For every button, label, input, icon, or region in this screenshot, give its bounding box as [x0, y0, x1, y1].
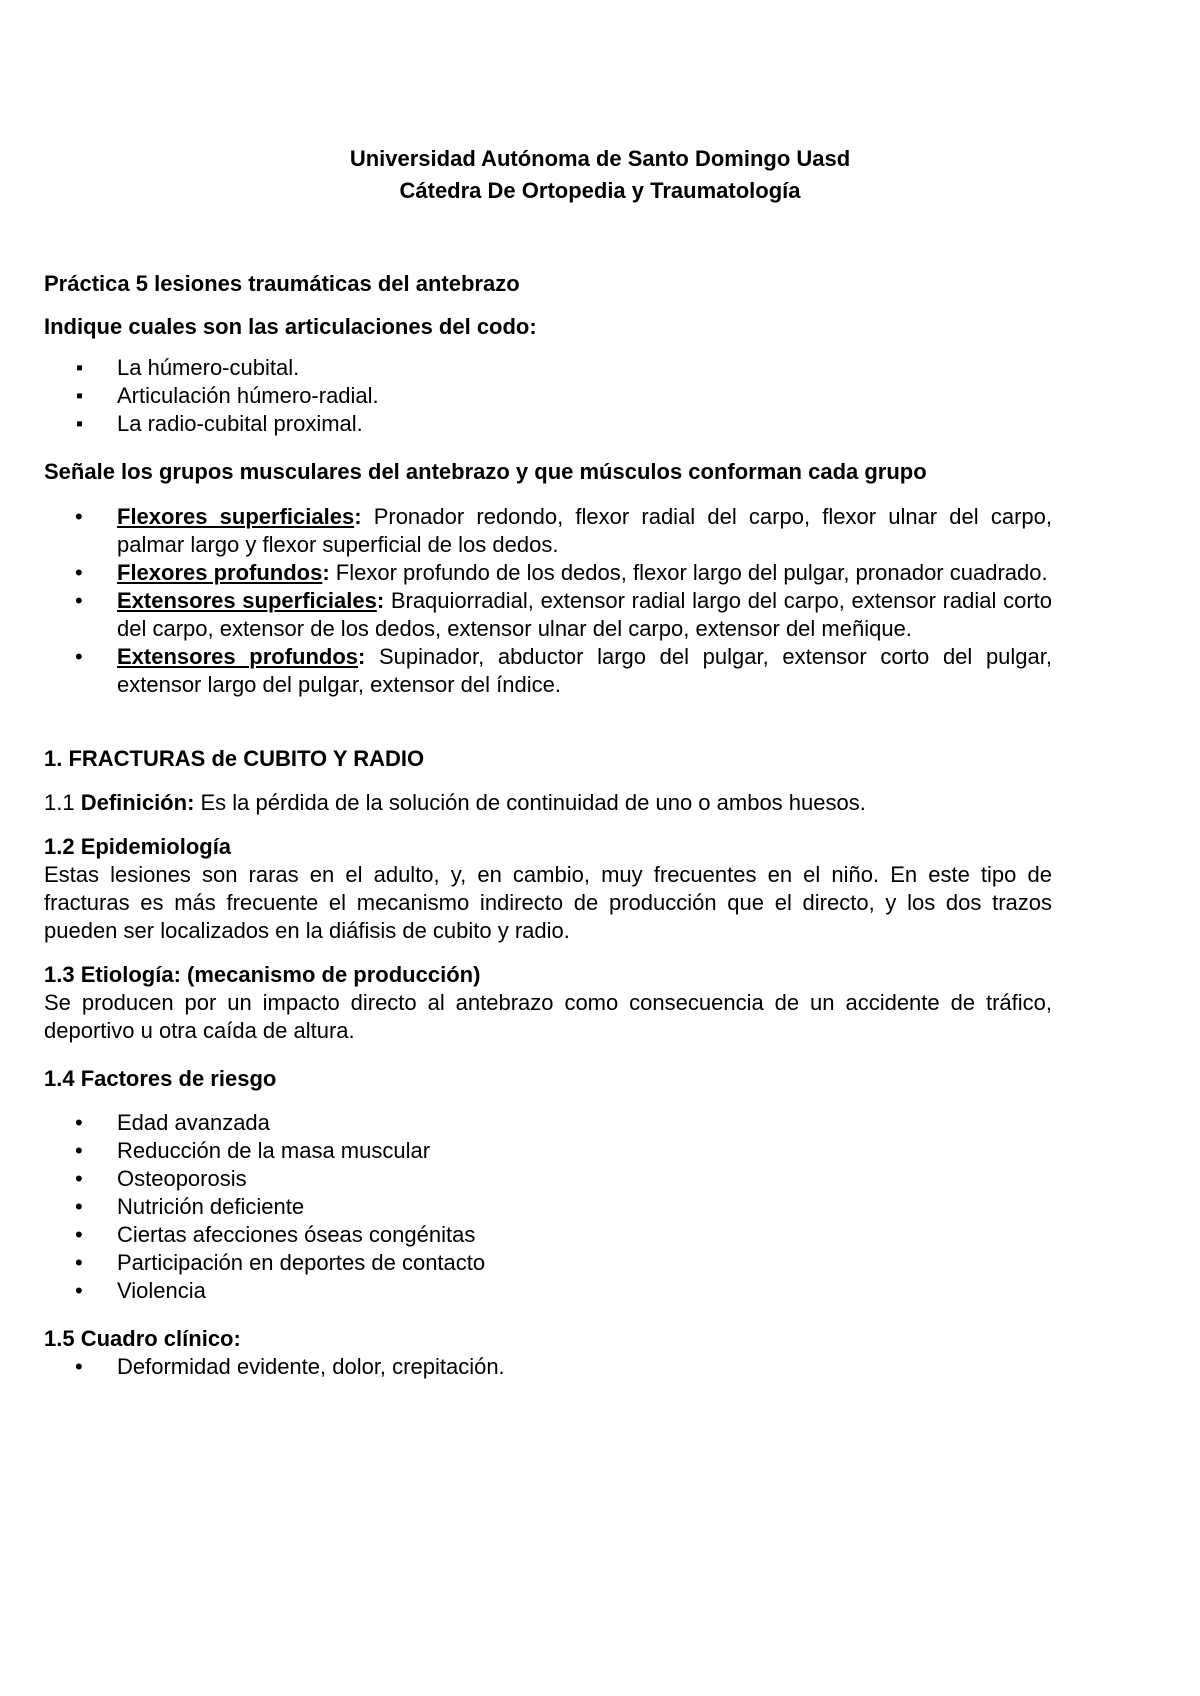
- muscle-groups-list: [44, 503, 1052, 699]
- document-header: [0, 143, 1200, 207]
- clinical-picture-list: [44, 1353, 1052, 1381]
- question-muscle-groups: Señale los grupos musculares del antebrazo y que músculos conforman cada grupo: [44, 459, 927, 484]
- list-item: ▪ Articulación húmero-radial.: [44, 382, 1052, 410]
- list-item: • Extensores superficiales: Braquiorradial, extensor radial largo del carpo, extensor radial corto del carpo, extensor de los dedos, extensor ulnar del carpo, extensor del meñique.: [44, 587, 1052, 643]
- etiology-heading: 1.3 Etiología: (mecanismo de producción): [44, 962, 481, 987]
- university-name: Universidad Autónoma de Santo Domingo Uasd: [349, 146, 851, 171]
- list-item: • Nutrición deficiente: [44, 1193, 1052, 1221]
- group-description: Pronador redondo, flexor radial del carpo, flexor ulnar del carpo, palmar largo y flexor superficial de los dedos.: [117, 504, 1052, 557]
- list-item: • Participación en deportes de contacto: [44, 1249, 1052, 1277]
- group-description: Supinador, abductor largo del pulgar, extensor corto del pulgar, extensor largo del pulgar, extensor del índice.: [117, 644, 1052, 697]
- list-item: • Edad avanzada: [44, 1109, 1052, 1137]
- clinical-picture-heading: 1.5 Cuadro clínico:: [44, 1326, 241, 1351]
- list-item: • Deformidad evidente, dolor, crepitación.: [44, 1353, 1052, 1381]
- list-item: • Osteoporosis: [44, 1165, 1052, 1193]
- list-item: • Flexores superficiales: Pronador redondo, flexor radial del carpo, flexor ulnar del carpo, palmar largo y flexor superficial de los dedos.: [44, 503, 1052, 559]
- epidemiology-text: Estas lesiones son raras en el adulto, y, en cambio, muy frecuentes en el niño. En este tipo de fracturas es más frecuente el mecanismo indirecto de producción que el directo, y los dos trazos pueden ser localizados en la diáfisis de cubito y radio.: [44, 862, 1052, 943]
- group-description: Braquiorradial, extensor radial largo del carpo, extensor radial corto del carpo, extensor de los dedos, extensor ulnar del carpo, extensor del meñique.: [117, 588, 1052, 641]
- group-description: Flexor profundo de los dedos, flexor largo del pulgar, pronador cuadrado.: [329, 560, 1048, 585]
- group-term: Flexores profundos: [117, 560, 323, 585]
- document-body: [44, 270, 1052, 1381]
- list-item: ▪ La radio-cubital proximal.: [44, 410, 1052, 438]
- risk-factors-list: [44, 1109, 1052, 1305]
- list-item: • Extensores profundos: Supinador, abductor largo del pulgar, extensor corto del pulgar, extensor largo del pulgar, extensor del índice.: [44, 643, 1052, 699]
- list-item: ▪ La húmero-cubital.: [44, 354, 1052, 382]
- group-term: Extensores profundos: [117, 644, 359, 669]
- group-term: Flexores superficiales: [117, 504, 355, 529]
- epidemiology-heading: 1.2 Epidemiología: [44, 834, 232, 859]
- etiology-text: Se producen por un impacto directo al antebrazo como consecuencia de un accidente de tráfico, deportivo u otra caída de altura.: [44, 990, 1052, 1043]
- risk-factors-heading: 1.4 Factores de riesgo: [44, 1066, 277, 1091]
- department-name: Cátedra De Ortopedia y Traumatología: [399, 178, 801, 203]
- definition-number: 1.1: [44, 790, 75, 815]
- definition-label: Definición: [80, 790, 188, 815]
- practice-title: Práctica 5 lesiones traumáticas del antebrazo: [44, 271, 520, 296]
- list-item: • Reducción de la masa muscular: [44, 1137, 1052, 1165]
- list-item: • Violencia: [44, 1277, 1052, 1305]
- group-term: Extensores superficiales: [117, 588, 377, 613]
- elbow-joints-list: [44, 354, 1052, 438]
- question-elbow-joints: Indique cuales son las articulaciones del codo:: [44, 314, 537, 339]
- list-item: • Flexores profundos: Flexor profundo de los dedos, flexor largo del pulgar, pronador cuadrado.: [44, 559, 1052, 587]
- definition-text: Es la pérdida de la solución de continuidad de uno o ambos huesos.: [194, 790, 866, 815]
- definition-paragraph: 1.1 Definición: Es la pérdida de la solución de continuidad de uno o ambos huesos.: [44, 790, 866, 815]
- list-item: • Ciertas afecciones óseas congénitas: [44, 1221, 1052, 1249]
- section-title: 1. FRACTURAS de CUBITO Y RADIO: [44, 746, 425, 771]
